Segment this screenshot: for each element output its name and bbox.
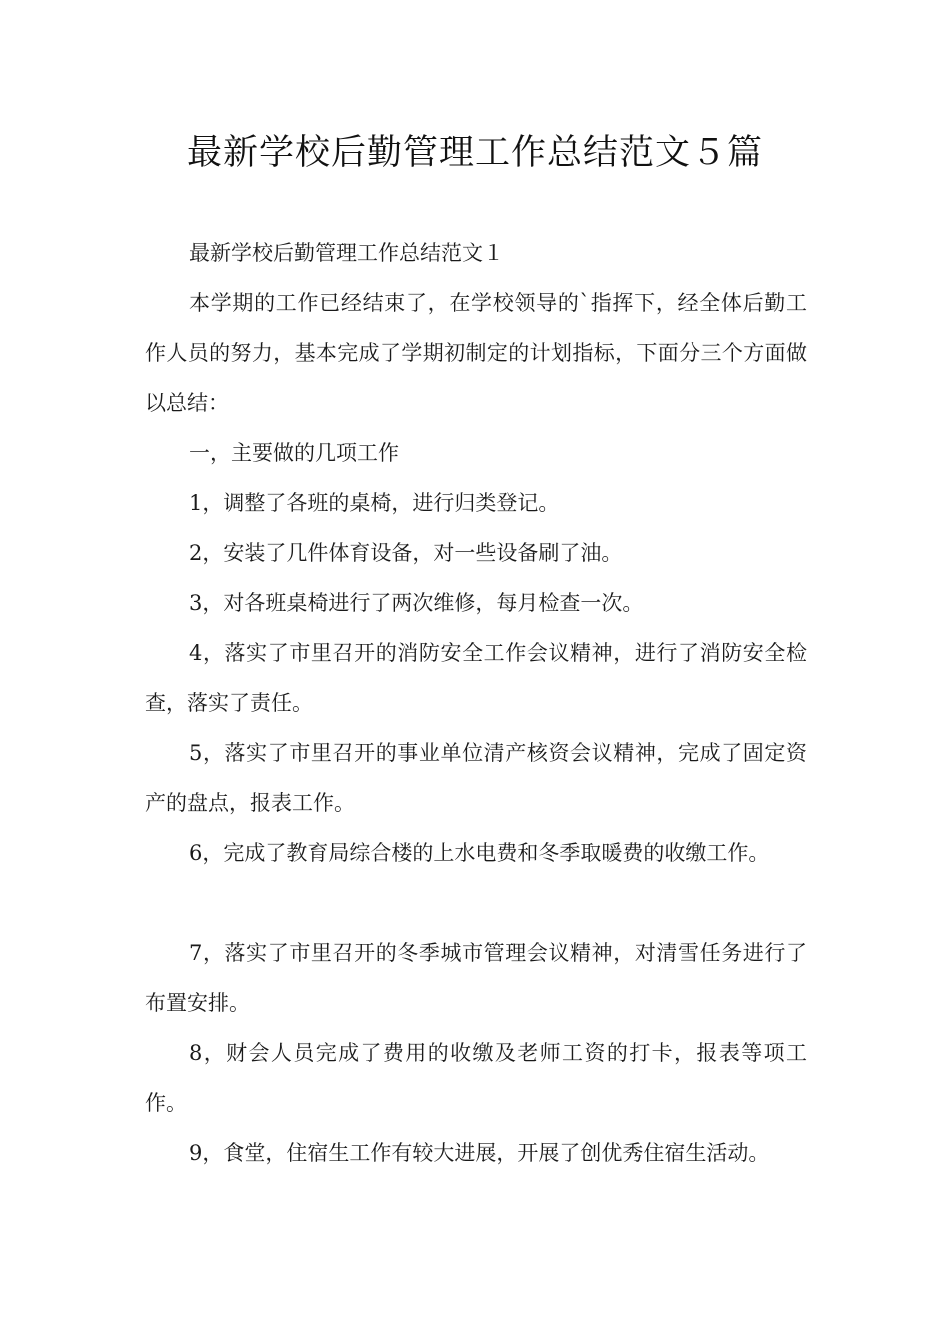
document-body bbox=[145, 228, 807, 1178]
paragraph-subheading: 一，主要做的几项工作 bbox=[189, 441, 399, 465]
paragraph-gap bbox=[145, 878, 807, 928]
paragraph-item-6: 6，完成了教育局综合楼的上水电费和冬季取暖费的收缴工作。 bbox=[189, 841, 770, 865]
paragraph-item-1: 1，调整了各班的桌椅，进行归类登记。 bbox=[189, 491, 560, 515]
paragraph-item-8: 8，财会人员完成了费用的收缴及老师工资的打卡，报表等项工作。 bbox=[145, 1041, 807, 1115]
paragraph-section-heading: 最新学校后勤管理工作总结范文１ bbox=[189, 241, 504, 265]
paragraph-item-2: 2，安装了几件体育设备，对一些设备刷了油。 bbox=[189, 541, 623, 565]
paragraph-item-4: 4，落实了市里召开的消防安全工作会议精神，进行了消防安全检查，落实了责任。 bbox=[145, 641, 807, 715]
document-title: 最新学校后勤管理工作总结范文５篇 bbox=[186, 133, 763, 173]
paragraph-item-7: 7，落实了市里召开的冬季城市管理会议精神，对清雪任务进行了布置安排。 bbox=[145, 941, 807, 1015]
paragraph-item-9: 9，食堂，住宿生工作有较大进展，开展了创优秀住宿生活动。 bbox=[189, 1141, 770, 1165]
paragraph-intro: 本学期的工作已经结束了，在学校领导的`指挥下，经全体后勤工作人员的努力，基本完成了学期初制定的计划指标，下面分三个方面做以总结： bbox=[145, 291, 807, 415]
paragraph-item-5: 5，落实了市里召开的事业单位清产核资会议精神，完成了固定资产的盘点，报表工作。 bbox=[145, 741, 807, 815]
paragraph-item-3: 3，对各班桌椅进行了两次维修，每月检查一次。 bbox=[189, 591, 644, 615]
